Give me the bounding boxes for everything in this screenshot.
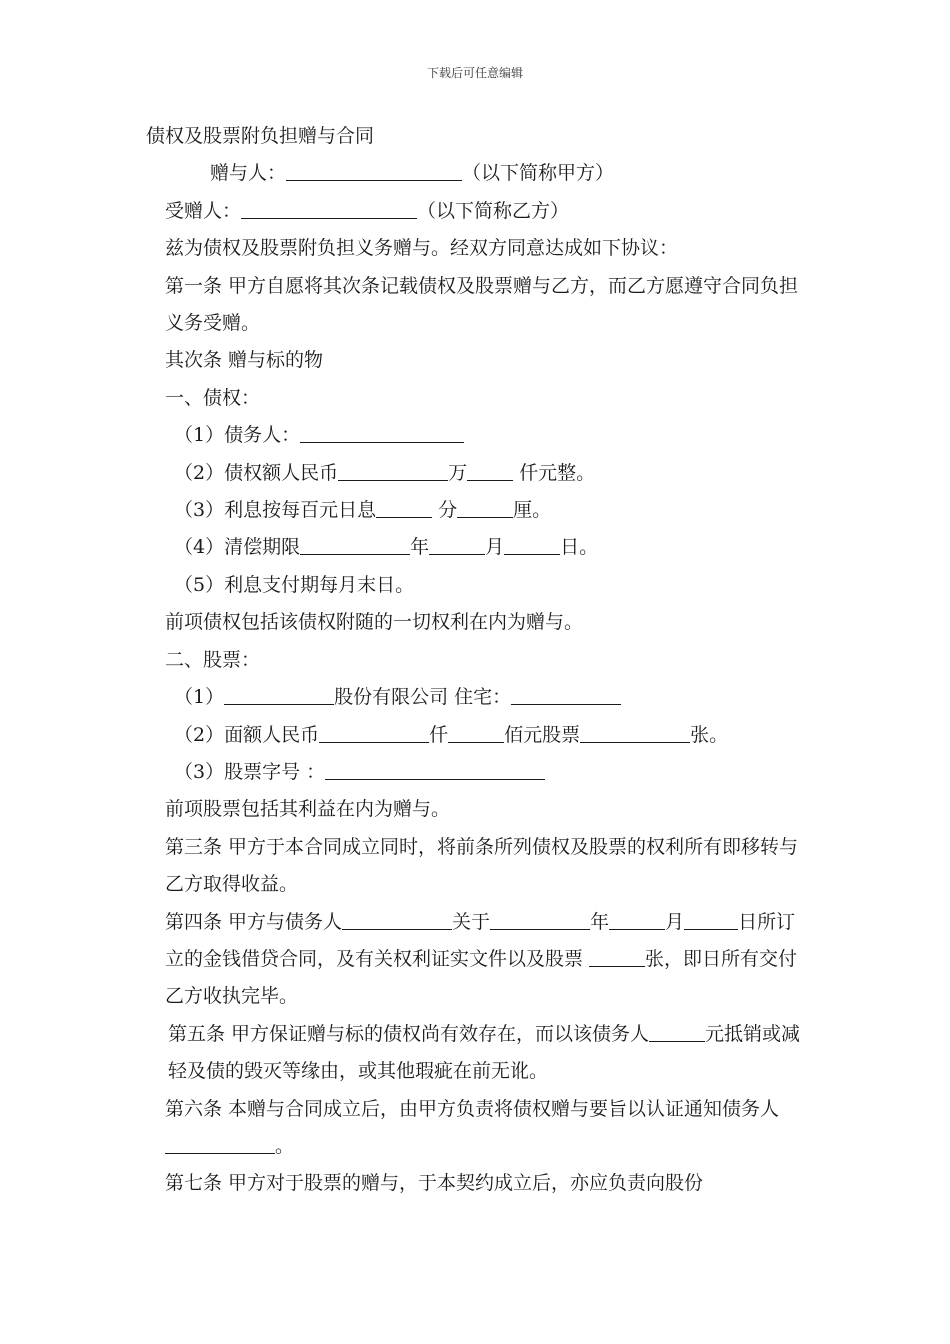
stock-item-1-label: （1）: [174, 686, 225, 709]
article-4-text-a: 第四条 甲方与债务人: [165, 910, 343, 933]
article-4-text-f: 张，即日所有交付乙方收执完毕。: [165, 947, 798, 1008]
stock-item-1: [146, 679, 808, 716]
section-debt-heading: 一、债权：: [165, 386, 261, 409]
debt-item-4-label: （4）清偿期限: [174, 536, 301, 559]
article-4-subject-blank[interactable]: [490, 911, 590, 930]
contract-title: 债权及股票附负担赠与合同: [146, 125, 375, 147]
contract-body: [146, 118, 808, 1203]
donee-blank[interactable]: [241, 200, 417, 219]
debtor-blank[interactable]: [300, 424, 464, 443]
donee-label: 受赠人：: [165, 199, 242, 222]
stock-item-2: [146, 717, 808, 754]
stock-item-3: [146, 754, 808, 791]
company-name-blank[interactable]: [224, 686, 334, 705]
donor-line: [146, 155, 808, 192]
stock-note: 前项股票包括其利益在内为赠与。: [165, 798, 451, 821]
debt-item-2: [146, 455, 808, 492]
interest-li-blank[interactable]: [457, 499, 513, 518]
article-4: [146, 904, 808, 1016]
debt-item-3-unit-li: 厘。: [513, 499, 552, 522]
stock-item-2-label: （2）面额人民币: [174, 723, 320, 746]
donor-note: （以下简称甲方）: [462, 162, 615, 185]
debt-item-2-unit-wan: 万: [448, 461, 468, 484]
article-6-text-b: 。: [275, 1134, 295, 1157]
stock-item-2-text: 佰元股票: [504, 723, 581, 746]
section-stock-heading: 二、股票：: [165, 648, 261, 671]
due-month-blank[interactable]: [429, 536, 485, 555]
donee-note: （以下简称乙方）: [417, 199, 570, 222]
article-6: [146, 1091, 808, 1166]
stock-serial-blank[interactable]: [325, 761, 545, 780]
article-4-text-b: 关于: [452, 910, 491, 933]
article-4-month: 月: [665, 910, 685, 933]
debt-item-4-month: 月: [485, 536, 505, 559]
article-4-year: 年: [590, 910, 610, 933]
article-3: 第三条 甲方于本合同成立同时，将前条所列债权及股票的权利所有即移转与乙方取得收益。: [165, 835, 799, 896]
article-4-text-e: 日所订立的金钱借贷合同，及有关权利证实文件以及股票: [165, 910, 796, 970]
donor-label: 赠与人：: [210, 162, 287, 185]
stock-item-3-label: （3）股票字号 ：: [174, 760, 326, 783]
article-4-month-blank[interactable]: [609, 911, 665, 930]
interest-fen-blank[interactable]: [376, 499, 432, 518]
article-4-debtor-blank[interactable]: [342, 911, 452, 930]
debt-item-3-label: （3）利息按每百元日息: [174, 499, 377, 522]
company-address-blank[interactable]: [511, 686, 621, 705]
due-year-blank[interactable]: [300, 536, 410, 555]
article-7: 第七条 甲方对于股票的赠与，于本契约成立后，亦应负责向股份: [165, 1172, 704, 1195]
stock-count-blank[interactable]: [580, 724, 690, 743]
page-header-note: 下载后可任意编辑: [426, 66, 523, 80]
intro-paragraph: 兹为债权及股票附负担义务赠与。经双方同意达成如下协议：: [165, 237, 679, 260]
debt-item-5: （5）利息支付期每月末日。: [174, 573, 415, 596]
article-6-debtor-blank[interactable]: [165, 1135, 275, 1154]
article-6-text-a: 第六条 本赠与合同成立后，由甲方负责将债权赠与要旨以认证通知债务人: [165, 1097, 780, 1120]
stock-qian-blank[interactable]: [319, 724, 429, 743]
debt-item-2-unit-qian: 仟元整。: [513, 461, 596, 484]
stock-bai-blank[interactable]: [448, 724, 504, 743]
stock-item-2-unit-zhang: 张。: [690, 723, 729, 746]
debt-item-2-label: （2）债权额人民币: [174, 461, 339, 484]
due-day-blank[interactable]: [504, 536, 560, 555]
article-2: 其次条 赠与标的物: [165, 349, 324, 372]
article-5: [146, 1016, 808, 1091]
donor-blank[interactable]: [286, 162, 462, 181]
debt-note: 前项债权包括该债权附随的一切权利在内为赠与。: [165, 611, 584, 634]
debt-item-1-label: （1）债务人：: [174, 424, 301, 447]
article-4-count-blank[interactable]: [589, 948, 645, 967]
article-5-text-a: 第五条 甲方保证赠与标的债权尚有效存在，而以该债务人: [168, 1022, 650, 1045]
debt-item-4-year: 年: [410, 536, 430, 559]
article-1: 第一条 甲方自愿将其次条记载债权及股票赠与乙方，而乙方愿遵守合同负担义务受赠。: [165, 274, 799, 335]
debt-amount-wan-blank[interactable]: [338, 462, 448, 481]
article-4-day-blank[interactable]: [684, 911, 738, 930]
stock-item-1-text: 股份有限公司 住宅：: [334, 686, 512, 709]
debt-amount-qian-blank[interactable]: [467, 462, 513, 481]
stock-item-2-unit-qian: 仟: [429, 723, 449, 746]
debt-item-1: [146, 417, 808, 454]
donee-line: [146, 193, 808, 230]
article-5-text-b: 元抵销或减轻及债的毁灭等缘由，或其他瑕疵在前无讹。: [168, 1022, 801, 1083]
article-5-amount-blank[interactable]: [649, 1023, 705, 1042]
debt-item-3: [146, 492, 808, 529]
debt-item-4-day: 日。: [560, 536, 599, 559]
debt-item-4: [146, 529, 808, 566]
debt-item-3-unit-fen: 分: [432, 499, 458, 522]
